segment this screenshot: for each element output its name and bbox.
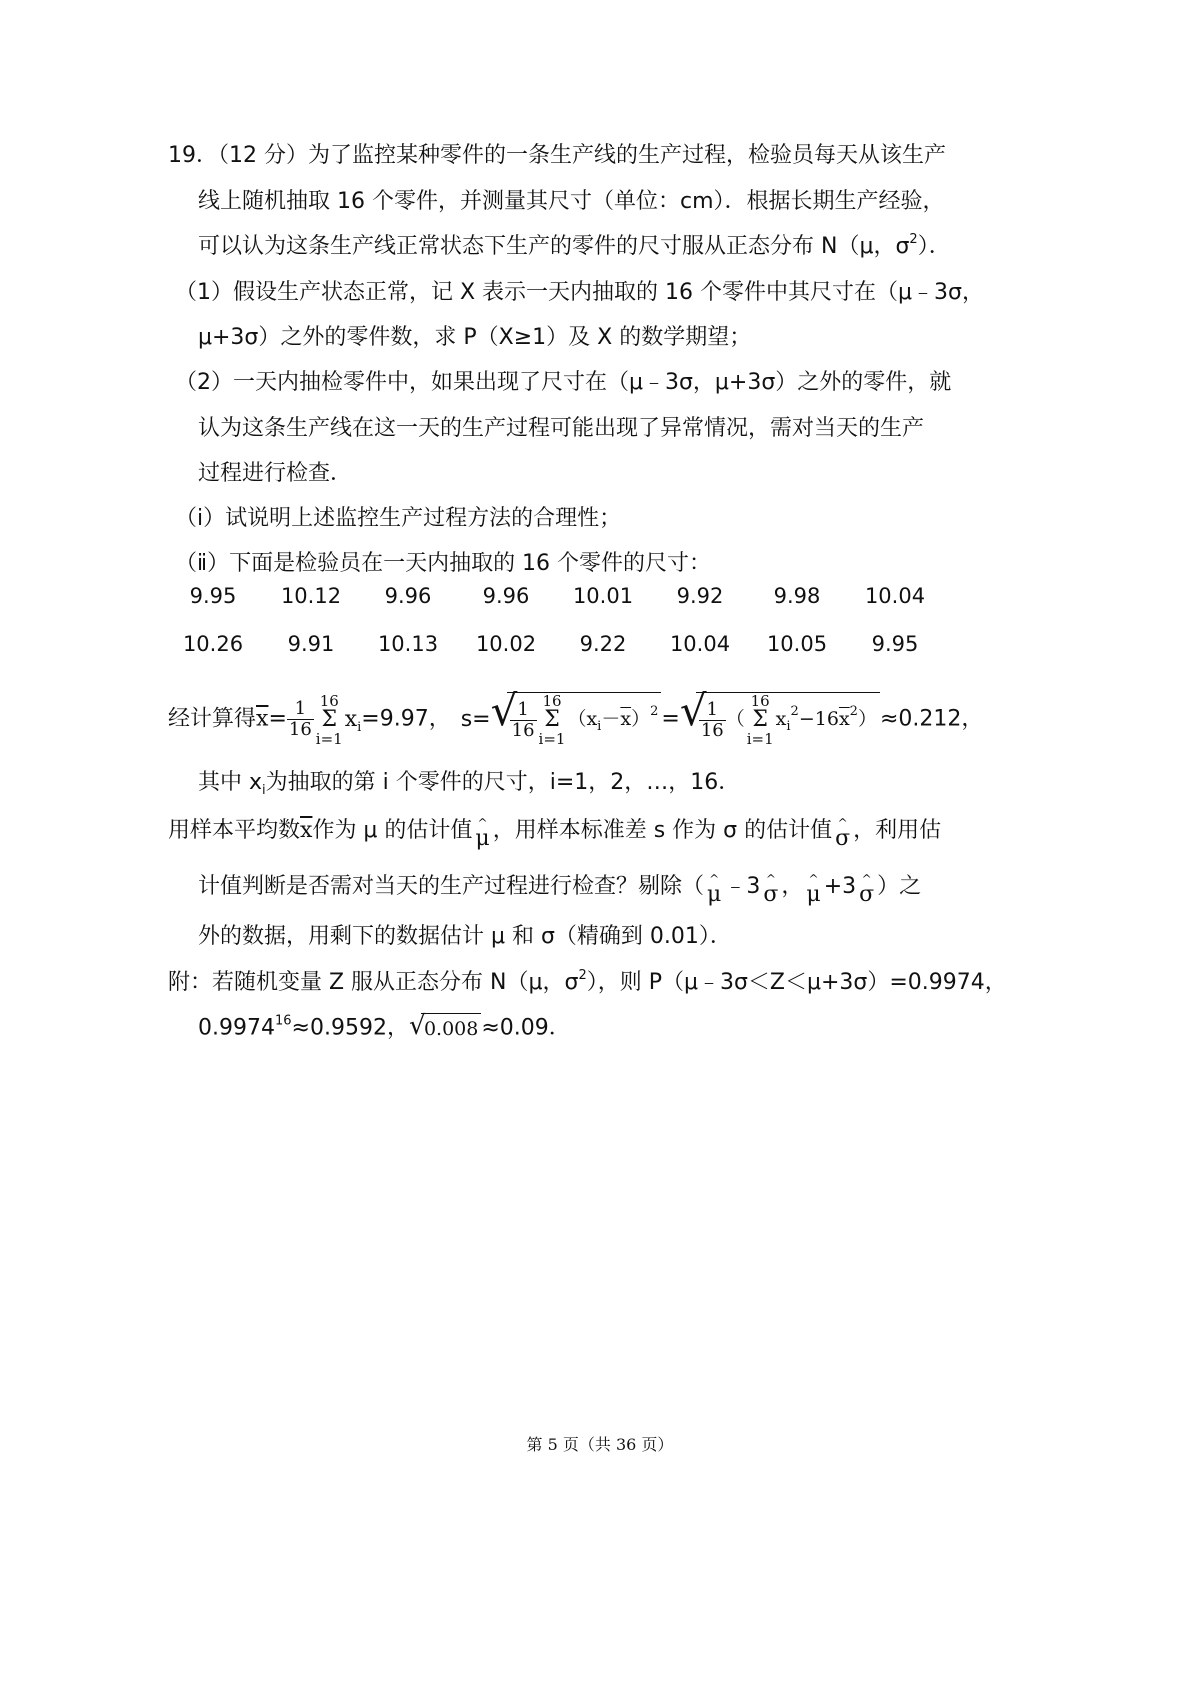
appendix-values [198,1013,571,1044]
xi-sub: i [597,719,602,734]
sum-sigma: Σ [321,706,338,732]
sqrt-formula-1 [490,686,662,748]
problem-heading [168,141,946,171]
xi-x: x [344,706,358,732]
frac-den: 16 [288,719,312,740]
s-label: s= [460,706,491,732]
sq2-close: ） [857,708,877,730]
sum-bottom: i=1 [315,729,343,748]
judge-a: 计值判断是否需对当天的生产过程进行检查？剔除（ [198,874,705,899]
use-d: ，利用估 [853,818,942,843]
xi-sub: i [786,719,791,734]
use-line [168,816,941,854]
hat-mark: ^ [808,872,819,886]
sqrt-value: 0.008 [421,1013,481,1044]
where-b: 为抽取的第 i 个零件的尺寸，i=1，2，…，16． [265,770,741,795]
data-cell: 9.22 [579,632,627,656]
mean-value: =9.97， [361,706,451,732]
app-sup: 2 [578,968,587,983]
sigma-symbol: σ [835,826,851,851]
radicand-1 [507,692,662,747]
data-cell: 10.04 [864,584,926,608]
data-cell: 9.98 [773,584,821,608]
fraction-1-16 [287,699,314,740]
data-cell: 10.12 [280,584,342,608]
judge-b: ﹣3 [724,874,761,899]
last-sup: 16 [274,1013,292,1029]
problem-line-3 [198,232,951,262]
sum-sigma: Σ [544,707,560,732]
data-cell: 9.91 [287,632,335,656]
mu-symbol: μ [806,882,821,907]
judge-d: +3 [823,874,857,899]
subpart-ii: （ⅱ）下面是检验员在一天内抽取的 16 个零件的尺寸： [175,551,712,576]
sum-symbol [747,693,774,747]
line3-text: 可以认为这条生产线正常状态下生产的零件的尺寸服从正态分布 N（μ，σ [198,234,910,259]
hat-mark: ^ [477,816,488,830]
frac-den: 16 [511,719,535,741]
sigma-hat [856,872,877,910]
mean-symbol: $\overline{x}$ [300,818,313,843]
subpart-i: （ⅰ）试说明上述监控生产过程方法的合理性； [175,506,622,531]
data-cell: 9.95 [871,632,919,656]
appendix-line [168,968,1007,998]
xi-sub: i [357,719,362,735]
part1-line1: （1）假设生产状态正常，记 X 表示一天内抽取的 16 个零件中其尺寸在（μ﹣3σ， [175,280,984,305]
sq2-pow: 2 [849,704,858,719]
data-cell: 9.96 [482,584,530,608]
where-sub: i [262,783,266,798]
sigma-hat [832,816,853,854]
mean-symbol: $\overline{x}$ [620,708,632,730]
where-line [198,768,740,798]
mu-hat [704,872,724,910]
data-cell: 10.13 [377,632,439,656]
line3-sup: 2 [909,232,918,247]
sq1-open: （x [567,708,598,730]
sq1-minus: － [601,708,621,730]
judge-e: ）之 [877,874,922,899]
data-cell: 9.96 [384,584,432,608]
sq2-pow: 2 [790,704,799,719]
radical-sign: √ [408,1011,426,1041]
equals: = [661,706,680,732]
sqrt-0008 [409,1013,481,1044]
use-b: 作为 μ 的估计值 [312,818,473,843]
problem-intro: 为了监控某种零件的一条生产线的生产过程，检验员每天从该生产 [308,143,947,168]
sum-top: 16 [319,691,339,710]
hat-mark: ^ [861,872,872,886]
data-cell: 9.92 [676,584,724,608]
frac-num: 1 [510,700,537,721]
calc-prefix: 经计算得 [168,706,257,732]
part1-line2: μ+3σ）之外的零件数，求 P（X≥1）及 X 的数学期望； [198,325,752,350]
line3-end: ）． [917,234,951,259]
radical-sign: √ [490,686,518,735]
sq1-pow: 2 [650,704,659,719]
frac-num: 1 [699,700,726,721]
last-c: ≈0.09． [481,1015,571,1041]
hat-mark: ^ [765,872,776,886]
radical-sign: √ [679,686,707,735]
sigma-hat [760,872,781,910]
frac-den: 16 [700,719,724,741]
page-footer: 第 5 页（共 36 页） [526,1435,674,1454]
sum-symbol [539,693,566,747]
problem-line-2: 线上随机抽取 16 个零件，并测量其尺寸（单位：cm）．根据长期生产经验， [198,189,945,214]
last-b: ≈0.9592， [291,1015,409,1041]
xi-x: x [775,708,787,730]
app-a: 附：若随机变量 Z 服从正态分布 N（μ，σ [168,970,579,995]
data-cell: 10.05 [766,632,828,656]
problem-number: 19． [168,143,218,168]
s-result: ≈0.212， [879,706,984,732]
judge-line [198,872,921,910]
frac-num: 1 [287,699,314,720]
part2-line2: 认为这条生产线在这一天的生产过程可能出现了异常情况，需对当天的生产 [198,416,925,441]
mean-symbol: $\overline{x}$ [256,706,269,732]
sum-symbol [316,693,343,747]
formula-line: 经计算得$\overline{x}=$ $\frac{1}{16}$ 16 Σ $i=1x_i=9.97$， s= √ $\frac{1}{16}$ 16 Σ $i=1(x_i-\overline{x})^2$ = √ $\frac{1}{16}$ （16 Σ $i=1x_i^2-16\overline{x}^2) \approx 0.212$， [168,686,984,748]
data-cell: 10.02 [475,632,537,656]
sqrt-formula-2 [679,686,880,748]
part2-line3: 过程进行检查． [198,461,353,486]
mu-symbol: μ [707,882,722,907]
data-cell: 9.95 [189,584,237,608]
outside-line: 外的数据，用剩下的数据估计 μ 和 σ（精确到 0.01）． [198,924,732,949]
sq2-minus: −16 [798,708,839,730]
use-a: 用样本平均数 [168,818,301,843]
problem-points: （12 分） [218,143,308,168]
sum-bottom: i=1 [746,730,774,748]
sq1-close: ） [631,708,651,730]
sq2-open: （ [725,708,745,730]
data-cell: 10.26 [182,632,244,656]
last-a: 0.9974 [198,1015,275,1041]
mean-symbol: $\overline{x}$ [838,708,850,730]
mu-hat [803,872,823,910]
sum-top: 16 [542,692,562,710]
radicand-2 [696,692,880,747]
data-cell: 10.01 [572,584,634,608]
xi-term [344,706,362,735]
where-a: 其中 x [198,770,263,795]
use-c: ，用样本标准差 s 作为 σ 的估计值 [492,818,833,843]
mu-hat [472,816,492,854]
data-cell: 10.04 [669,632,731,656]
sum-sigma: Σ [752,707,768,732]
app-b: ），则 P（μ﹣3σ＜Z＜μ+3σ）=0.9974， [586,970,1007,995]
hat-mark: ^ [837,816,848,830]
sum-bottom: i=1 [538,730,566,748]
hat-mark: ^ [709,872,720,886]
part2-line1: （2）一天内抽检零件中，如果出现了尺寸在（μ﹣3σ，μ+3σ）之外的零件，就 [175,370,952,395]
mu-symbol: μ [475,826,490,851]
judge-c: ， [781,874,804,899]
sigma-symbol: σ [859,882,875,907]
sigma-symbol: σ [763,882,779,907]
sum-top: 16 [750,692,770,710]
